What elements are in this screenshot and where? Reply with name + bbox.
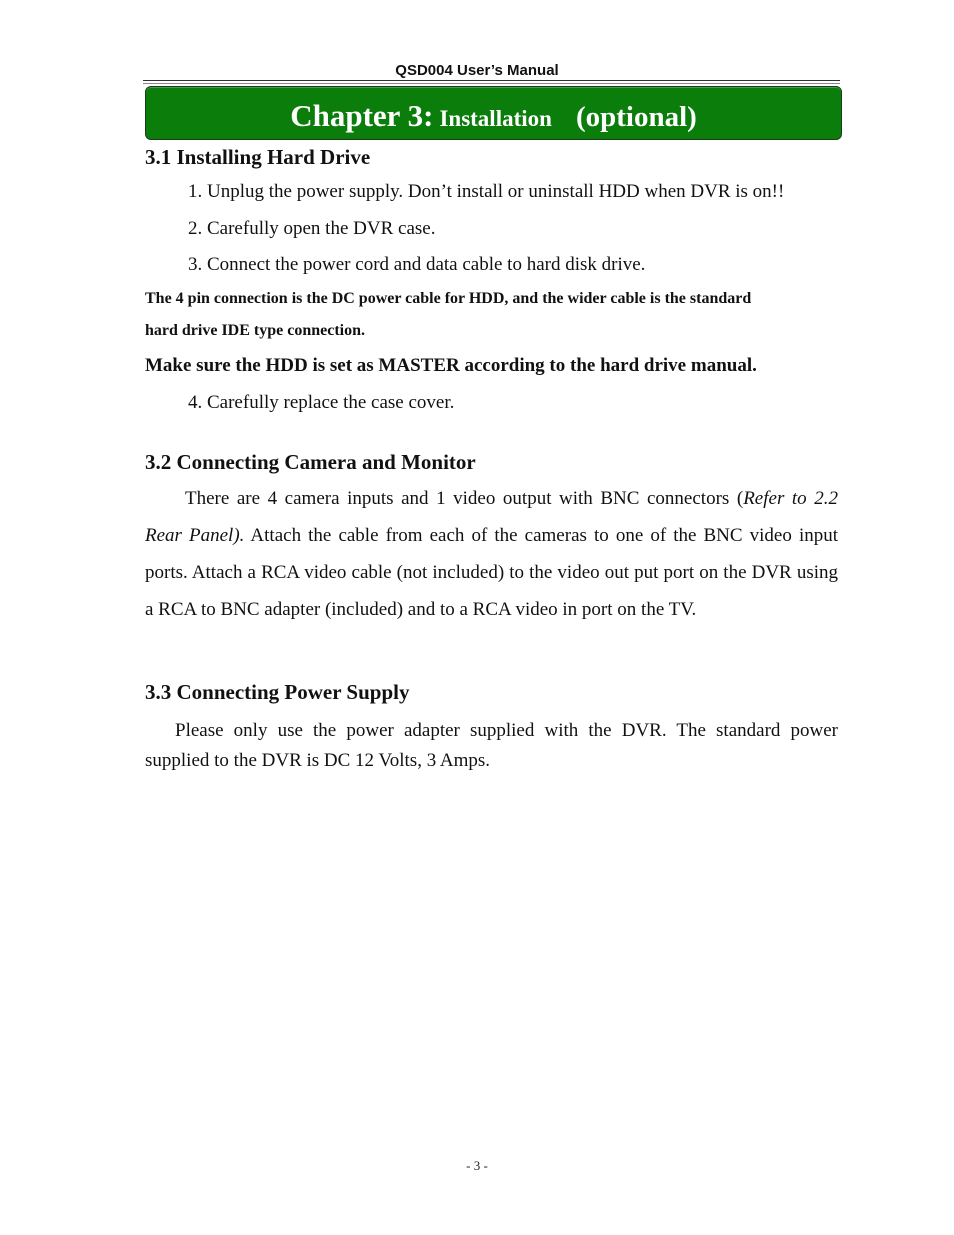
camera-text-after: Attach the cable from each of the cameras to one of the BNC video input ports. Attach a RCA video cable (not included) to the video out put port on the DVR using a RCA to BNC adapter (included) and to a RCA video in port on the TV. bbox=[145, 525, 838, 620]
chapter-banner bbox=[145, 86, 842, 140]
section-heading-3-1: 3.1 Installing Hard Drive bbox=[145, 145, 371, 169]
step-4: 4. Carefully replace the case cover. bbox=[188, 392, 455, 413]
camera-text-before: There are 4 camera inputs and 1 video output with BNC connectors ( bbox=[185, 488, 744, 509]
chapter-subtitle: Installation bbox=[439, 106, 552, 131]
section-heading-3-3: 3.3 Connecting Power Supply bbox=[145, 680, 410, 704]
power-supply-paragraph: Please only use the power adapter supplied with the DVR. The standard power supplied to the DVR is DC 12 Volts, 3 Amps. bbox=[145, 720, 838, 771]
rear-panel-reference: Refer to 2.2 Rear Panel). bbox=[145, 488, 838, 546]
note-line-2: hard drive IDE type connection. bbox=[145, 322, 365, 339]
chapter-title: Chapter 3: bbox=[290, 98, 434, 133]
header-rule bbox=[143, 80, 840, 81]
chapter-optional-label: (optional) bbox=[575, 101, 697, 133]
master-warning: Make sure the HDD is set as MASTER according to the hard drive manual. bbox=[145, 355, 757, 376]
step-3: 3. Connect the power cord and data cable to hard disk drive. bbox=[188, 254, 646, 275]
section-heading-3-2: 3.2 Connecting Camera and Monitor bbox=[145, 450, 476, 474]
header-rule-secondary bbox=[143, 83, 840, 84]
step-2: 2. Carefully open the DVR case. bbox=[188, 218, 436, 239]
camera-monitor-paragraph bbox=[145, 480, 838, 628]
running-header: QSD004 User’s Manual bbox=[395, 62, 559, 79]
step-1: 1. Unplug the power supply. Don’t install or uninstall HDD when DVR is on!! bbox=[188, 181, 785, 202]
page-number: - 3 - bbox=[466, 1158, 488, 1173]
note-line-1: The 4 pin connection is the DC power cable for HDD, and the wider cable is the standard bbox=[145, 290, 752, 307]
